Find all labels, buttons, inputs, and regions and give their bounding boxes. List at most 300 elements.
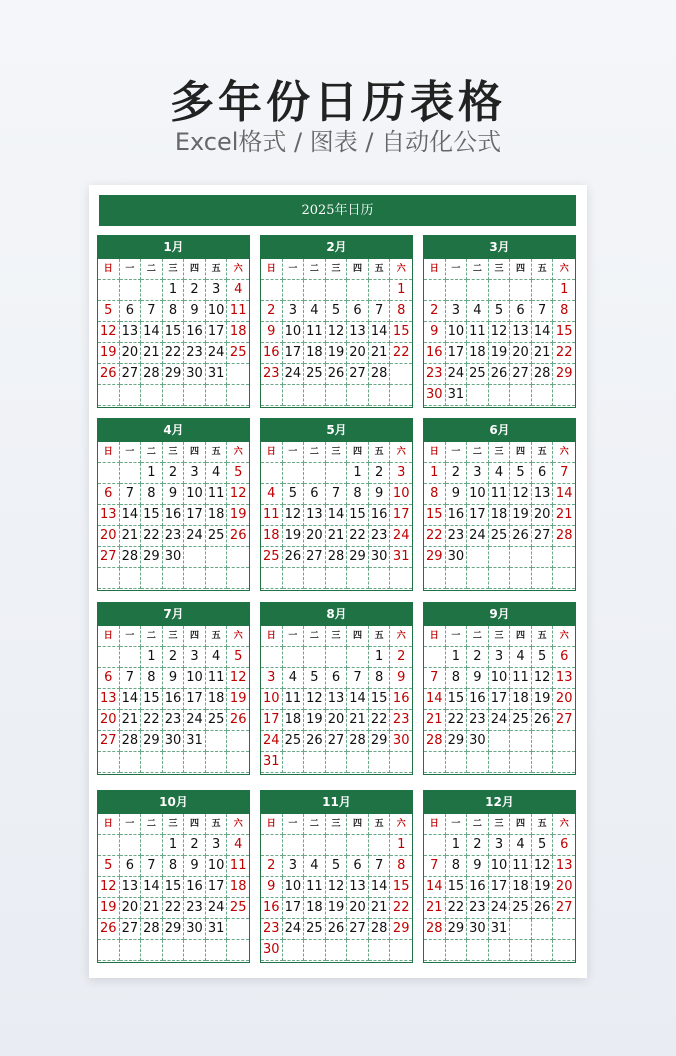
empty-cell <box>141 280 163 301</box>
empty-cell <box>98 463 120 484</box>
empty-cell <box>206 752 228 773</box>
day-cell: 5 <box>532 647 554 668</box>
day-cell: 18 <box>261 526 283 547</box>
day-cell: 25 <box>510 898 532 919</box>
weekday-header: 四 <box>510 442 532 463</box>
day-cell: 22 <box>141 526 163 547</box>
day-cell: 5 <box>227 463 249 484</box>
day-cell: 1 <box>390 280 412 301</box>
day-cell: 8 <box>163 301 185 322</box>
empty-cell <box>141 385 163 406</box>
day-cell: 10 <box>283 877 305 898</box>
empty-cell <box>532 940 554 961</box>
day-cell: 10 <box>184 484 206 505</box>
day-cell: 6 <box>553 647 575 668</box>
day-cell: 16 <box>446 505 468 526</box>
day-cell: 14 <box>347 689 369 710</box>
empty-cell <box>283 647 305 668</box>
day-cell: 9 <box>163 484 185 505</box>
day-cell: 30 <box>261 940 283 961</box>
day-cell: 9 <box>184 856 206 877</box>
day-cell: 22 <box>141 710 163 731</box>
empty-cell <box>206 568 228 589</box>
day-cell: 7 <box>326 484 348 505</box>
day-cell: 22 <box>424 526 446 547</box>
empty-cell <box>369 835 391 856</box>
empty-cell <box>347 835 369 856</box>
month-block <box>423 418 576 591</box>
empty-cell <box>369 385 391 406</box>
day-cell: 27 <box>347 919 369 940</box>
day-cell: 18 <box>227 877 249 898</box>
month-title: 8月 <box>261 603 412 626</box>
day-cell: 25 <box>489 526 511 547</box>
empty-cell <box>261 568 283 589</box>
empty-cell <box>532 547 554 568</box>
day-cell: 25 <box>510 710 532 731</box>
day-cell: 20 <box>347 343 369 364</box>
day-cell: 15 <box>390 877 412 898</box>
day-cell: 8 <box>424 484 446 505</box>
empty-cell <box>489 385 511 406</box>
weekday-header: 二 <box>141 442 163 463</box>
day-cell: 22 <box>163 898 185 919</box>
empty-cell <box>347 647 369 668</box>
weekday-header: 五 <box>206 442 228 463</box>
empty-cell <box>283 385 305 406</box>
day-cell: 13 <box>553 668 575 689</box>
empty-cell <box>390 568 412 589</box>
day-cell: 18 <box>304 343 326 364</box>
day-cell: 3 <box>283 856 305 877</box>
day-cell: 4 <box>489 463 511 484</box>
day-cell: 2 <box>184 280 206 301</box>
day-cell: 12 <box>283 505 305 526</box>
day-cell: 2 <box>261 301 283 322</box>
empty-cell <box>553 919 575 940</box>
day-cell: 8 <box>141 484 163 505</box>
day-cell: 15 <box>347 505 369 526</box>
day-cell: 26 <box>98 364 120 385</box>
weekday-header: 一 <box>120 442 142 463</box>
day-cell: 27 <box>532 526 554 547</box>
day-grid <box>98 626 249 773</box>
day-cell: 2 <box>424 301 446 322</box>
day-grid <box>261 814 412 961</box>
weekday-header: 六 <box>227 259 249 280</box>
day-cell: 2 <box>467 647 489 668</box>
weekday-header: 日 <box>98 626 120 647</box>
weekday-header: 二 <box>467 442 489 463</box>
day-cell: 11 <box>304 322 326 343</box>
weekday-header: 四 <box>347 814 369 835</box>
empty-cell <box>304 385 326 406</box>
empty-cell <box>446 752 468 773</box>
day-cell: 16 <box>467 877 489 898</box>
day-cell: 29 <box>390 919 412 940</box>
weekday-header: 二 <box>141 259 163 280</box>
weekday-header: 一 <box>446 259 468 280</box>
day-cell: 21 <box>141 898 163 919</box>
day-cell: 12 <box>326 877 348 898</box>
month-title: 9月 <box>424 603 575 626</box>
day-cell: 1 <box>163 835 185 856</box>
weekday-header: 六 <box>553 626 575 647</box>
empty-cell <box>553 731 575 752</box>
day-grid <box>98 814 249 961</box>
empty-cell <box>510 385 532 406</box>
empty-cell <box>261 385 283 406</box>
day-cell: 26 <box>227 526 249 547</box>
empty-cell <box>304 752 326 773</box>
day-cell: 4 <box>304 856 326 877</box>
day-cell: 3 <box>467 463 489 484</box>
day-cell: 31 <box>206 919 228 940</box>
empty-cell <box>424 647 446 668</box>
empty-cell <box>532 731 554 752</box>
day-cell: 20 <box>510 343 532 364</box>
month-title: 7月 <box>98 603 249 626</box>
day-cell: 28 <box>141 919 163 940</box>
day-cell: 8 <box>390 301 412 322</box>
day-cell: 14 <box>424 689 446 710</box>
weekday-header: 四 <box>510 259 532 280</box>
day-cell: 2 <box>261 856 283 877</box>
day-cell: 22 <box>553 343 575 364</box>
empty-cell <box>184 752 206 773</box>
weekday-header: 一 <box>283 442 305 463</box>
day-cell: 26 <box>227 710 249 731</box>
empty-cell <box>261 280 283 301</box>
empty-cell <box>98 752 120 773</box>
day-cell: 2 <box>446 463 468 484</box>
day-cell: 27 <box>553 710 575 731</box>
day-cell: 15 <box>141 505 163 526</box>
day-cell: 28 <box>347 731 369 752</box>
day-cell: 19 <box>98 343 120 364</box>
empty-cell <box>510 547 532 568</box>
empty-cell <box>283 280 305 301</box>
day-cell: 23 <box>390 710 412 731</box>
weekday-header: 二 <box>304 814 326 835</box>
day-cell: 30 <box>163 547 185 568</box>
day-cell: 4 <box>227 280 249 301</box>
day-cell: 9 <box>163 668 185 689</box>
weekday-header: 六 <box>553 259 575 280</box>
empty-cell <box>446 940 468 961</box>
day-cell: 28 <box>424 731 446 752</box>
day-cell: 7 <box>120 484 142 505</box>
day-cell: 4 <box>304 301 326 322</box>
day-cell: 23 <box>369 526 391 547</box>
empty-cell <box>510 752 532 773</box>
day-cell: 22 <box>446 898 468 919</box>
day-cell: 6 <box>98 668 120 689</box>
weekday-header: 日 <box>424 442 446 463</box>
day-grid <box>424 626 575 773</box>
empty-cell <box>347 940 369 961</box>
day-cell: 17 <box>390 505 412 526</box>
empty-cell <box>347 568 369 589</box>
day-cell: 29 <box>553 364 575 385</box>
day-cell: 14 <box>141 322 163 343</box>
month-block <box>423 790 576 963</box>
empty-cell <box>326 835 348 856</box>
day-cell: 24 <box>390 526 412 547</box>
weekday-header: 二 <box>304 259 326 280</box>
day-cell: 29 <box>446 919 468 940</box>
weekday-header: 三 <box>326 626 348 647</box>
day-cell: 12 <box>489 322 511 343</box>
page-title: 多年份日历表格 <box>170 77 506 128</box>
day-cell: 14 <box>120 505 142 526</box>
day-cell: 27 <box>510 364 532 385</box>
day-cell: 15 <box>141 689 163 710</box>
day-cell: 17 <box>206 877 228 898</box>
day-cell: 16 <box>163 689 185 710</box>
day-cell: 16 <box>467 689 489 710</box>
weekday-header: 三 <box>489 626 511 647</box>
weekday-header: 三 <box>489 259 511 280</box>
day-cell: 5 <box>532 835 554 856</box>
weekday-header: 四 <box>184 442 206 463</box>
day-cell: 11 <box>206 668 228 689</box>
day-cell: 17 <box>467 505 489 526</box>
month-title: 11月 <box>261 791 412 814</box>
day-cell: 7 <box>141 301 163 322</box>
empty-cell <box>532 280 554 301</box>
day-cell: 3 <box>261 668 283 689</box>
day-cell: 10 <box>467 484 489 505</box>
day-cell: 25 <box>467 364 489 385</box>
day-cell: 24 <box>261 731 283 752</box>
day-cell: 8 <box>390 856 412 877</box>
day-cell: 12 <box>532 856 554 877</box>
empty-cell <box>390 752 412 773</box>
month-title: 5月 <box>261 419 412 442</box>
day-cell: 27 <box>98 731 120 752</box>
empty-cell <box>510 919 532 940</box>
empty-cell <box>326 647 348 668</box>
empty-cell <box>532 919 554 940</box>
empty-cell <box>326 752 348 773</box>
empty-cell <box>446 568 468 589</box>
day-cell: 20 <box>347 898 369 919</box>
day-cell: 21 <box>424 898 446 919</box>
day-cell: 18 <box>304 898 326 919</box>
day-cell: 5 <box>283 484 305 505</box>
empty-cell <box>347 385 369 406</box>
day-cell: 17 <box>261 710 283 731</box>
empty-cell <box>227 752 249 773</box>
day-cell: 28 <box>369 364 391 385</box>
day-cell: 23 <box>163 710 185 731</box>
day-cell: 3 <box>184 463 206 484</box>
weekday-header: 日 <box>261 259 283 280</box>
empty-cell <box>390 385 412 406</box>
day-cell: 18 <box>283 710 305 731</box>
weekday-header: 日 <box>424 259 446 280</box>
day-grid <box>261 442 412 589</box>
day-cell: 10 <box>283 322 305 343</box>
day-cell: 18 <box>510 877 532 898</box>
day-cell: 3 <box>184 647 206 668</box>
day-cell: 19 <box>283 526 305 547</box>
page-subtitle: Excel格式 / 图表 / 自动化公式 <box>174 128 502 156</box>
weekday-header: 二 <box>141 626 163 647</box>
day-cell: 19 <box>489 343 511 364</box>
day-cell: 21 <box>553 505 575 526</box>
weekday-header: 三 <box>489 442 511 463</box>
empty-cell <box>227 940 249 961</box>
empty-cell <box>98 385 120 406</box>
day-cell: 21 <box>347 710 369 731</box>
day-cell: 17 <box>206 322 228 343</box>
weekday-header: 二 <box>467 626 489 647</box>
day-cell: 12 <box>510 484 532 505</box>
empty-cell <box>489 752 511 773</box>
month-block <box>423 235 576 408</box>
weekday-header: 一 <box>446 814 468 835</box>
day-cell: 28 <box>553 526 575 547</box>
day-cell: 18 <box>227 322 249 343</box>
empty-cell <box>326 280 348 301</box>
day-cell: 9 <box>261 877 283 898</box>
day-cell: 31 <box>446 385 468 406</box>
empty-cell <box>98 647 120 668</box>
day-cell: 25 <box>206 710 228 731</box>
day-grid <box>98 259 249 406</box>
weekday-header: 三 <box>163 442 185 463</box>
day-cell: 1 <box>369 647 391 668</box>
day-cell: 16 <box>184 877 206 898</box>
empty-cell <box>510 568 532 589</box>
day-cell: 14 <box>424 877 446 898</box>
day-cell: 15 <box>446 689 468 710</box>
day-cell: 14 <box>553 484 575 505</box>
day-cell: 31 <box>489 919 511 940</box>
day-cell: 24 <box>206 898 228 919</box>
empty-cell <box>141 568 163 589</box>
weekday-header: 一 <box>120 626 142 647</box>
day-cell: 16 <box>369 505 391 526</box>
day-cell: 7 <box>369 856 391 877</box>
empty-cell <box>283 463 305 484</box>
day-cell: 23 <box>261 919 283 940</box>
empty-cell <box>424 280 446 301</box>
day-cell: 30 <box>184 364 206 385</box>
empty-cell <box>141 835 163 856</box>
weekday-header: 六 <box>390 442 412 463</box>
day-cell: 14 <box>532 322 554 343</box>
weekday-header: 日 <box>424 626 446 647</box>
empty-cell <box>326 463 348 484</box>
day-cell: 1 <box>553 280 575 301</box>
day-cell: 30 <box>467 919 489 940</box>
day-cell: 5 <box>510 463 532 484</box>
weekday-header: 三 <box>326 442 348 463</box>
day-cell: 28 <box>141 364 163 385</box>
day-cell: 14 <box>120 689 142 710</box>
weekday-header: 六 <box>390 626 412 647</box>
day-cell: 15 <box>424 505 446 526</box>
empty-cell <box>510 731 532 752</box>
day-cell: 12 <box>98 877 120 898</box>
day-cell: 13 <box>98 689 120 710</box>
empty-cell <box>163 940 185 961</box>
day-cell: 13 <box>347 877 369 898</box>
empty-cell <box>489 940 511 961</box>
empty-cell <box>304 835 326 856</box>
day-cell: 15 <box>163 877 185 898</box>
day-cell: 7 <box>141 856 163 877</box>
weekday-header: 四 <box>510 814 532 835</box>
day-cell: 2 <box>467 835 489 856</box>
day-cell: 27 <box>120 919 142 940</box>
day-cell: 31 <box>261 752 283 773</box>
day-cell: 11 <box>467 322 489 343</box>
day-cell: 7 <box>532 301 554 322</box>
day-cell: 9 <box>467 668 489 689</box>
empty-cell <box>532 568 554 589</box>
day-cell: 20 <box>326 710 348 731</box>
day-cell: 8 <box>141 668 163 689</box>
month-title: 1月 <box>98 236 249 259</box>
weekday-header: 五 <box>532 626 554 647</box>
day-cell: 23 <box>467 710 489 731</box>
day-cell: 30 <box>369 547 391 568</box>
day-cell: 19 <box>227 505 249 526</box>
weekday-header: 四 <box>510 626 532 647</box>
day-cell: 3 <box>446 301 468 322</box>
day-cell: 30 <box>163 731 185 752</box>
day-cell: 10 <box>206 856 228 877</box>
day-cell: 3 <box>283 301 305 322</box>
day-cell: 25 <box>304 364 326 385</box>
day-cell: 6 <box>347 856 369 877</box>
day-cell: 4 <box>510 647 532 668</box>
weekday-header: 五 <box>206 814 228 835</box>
day-cell: 18 <box>206 689 228 710</box>
day-cell: 14 <box>326 505 348 526</box>
empty-cell <box>283 752 305 773</box>
day-grid <box>98 442 249 589</box>
day-cell: 24 <box>206 343 228 364</box>
day-cell: 21 <box>120 710 142 731</box>
empty-cell <box>326 385 348 406</box>
weekday-header: 一 <box>283 259 305 280</box>
day-cell: 9 <box>424 322 446 343</box>
month-block <box>97 790 250 963</box>
day-cell: 29 <box>163 364 185 385</box>
empty-cell <box>390 364 412 385</box>
empty-cell <box>369 568 391 589</box>
day-cell: 19 <box>227 689 249 710</box>
weekday-header: 六 <box>227 814 249 835</box>
day-cell: 26 <box>532 898 554 919</box>
day-cell: 29 <box>347 547 369 568</box>
day-cell: 13 <box>326 689 348 710</box>
day-cell: 17 <box>283 343 305 364</box>
day-cell: 7 <box>120 668 142 689</box>
day-cell: 23 <box>467 898 489 919</box>
empty-cell <box>489 731 511 752</box>
day-cell: 26 <box>532 710 554 731</box>
day-cell: 10 <box>390 484 412 505</box>
day-cell: 23 <box>446 526 468 547</box>
empty-cell <box>141 940 163 961</box>
day-cell: 26 <box>510 526 532 547</box>
